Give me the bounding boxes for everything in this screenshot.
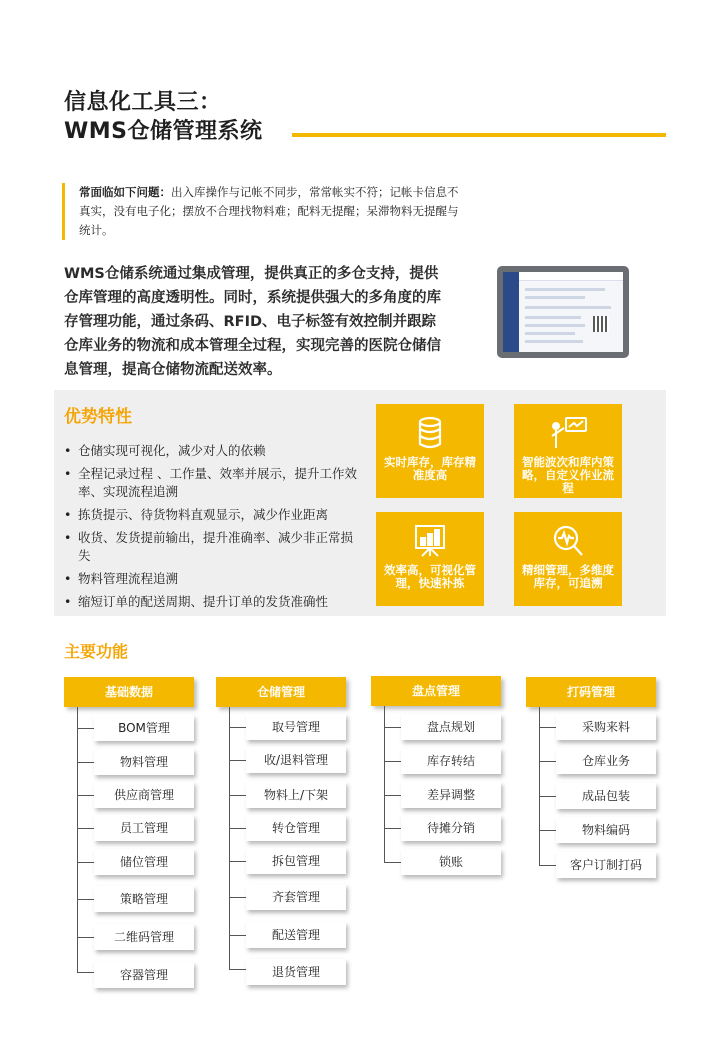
function-item: 策略管理 [94,886,194,912]
connector [77,707,78,972]
advantage-item: • 收货、发货提前输出，提升准确率、减少非正常损失 [62,529,362,565]
function-item: 员工管理 [94,815,194,841]
card-label: 效率高，可视化管理，快速补拣 [384,563,476,590]
function-item: 待摊分销 [401,815,501,841]
column-head-inventory: 盘点管理 [371,676,501,706]
advantages-list [62,442,362,616]
function-item: 拆包管理 [246,848,346,874]
advantage-item: • 全程记录过程 、工作量、效率并展示，提升工作效率、实现流程追溯 [62,465,362,501]
issue-text: 出入库操作与记帐不同步，常常帐实不符；记帐卡信息不真实，没有电子化；摆放不合理找物料难；配料无提醒；呆滞物料无提醒与统计。 [79,185,459,237]
function-item: 差异调整 [401,782,501,808]
function-item: 仓库业务 [556,748,656,774]
presentation-icon [514,416,622,450]
chart-board-icon [376,524,484,558]
title-underline [292,133,666,137]
function-item: 储位管理 [94,849,194,875]
function-item: 锁账 [401,849,501,875]
function-item: 容器管理 [94,962,194,988]
issue-note [62,183,459,240]
function-item: 物料编码 [556,817,656,843]
connector [539,707,540,865]
column-head-basic-data: 基础数据 [64,677,194,707]
feature-card-wave-strategy [514,404,622,498]
function-item: 齐套管理 [246,884,346,910]
function-item: 二维码管理 [94,924,194,950]
functions-title: 主要功能 [64,642,129,661]
magnifier-pulse-icon [514,524,622,558]
function-item: BOM管理 [94,715,194,741]
card-label: 精细管理，多维度库存，可追溯 [522,563,614,590]
function-item: 取号管理 [246,714,346,740]
column-head-coding: 打码管理 [526,677,656,707]
title-line-1: 信息化工具三： [64,90,222,115]
advantages-title: 优势特性 [64,407,132,427]
title-line-2: WMS仓储管理系统 [64,119,263,144]
function-item: 物料管理 [94,749,194,775]
feature-card-realtime-stock [376,404,484,498]
function-item: 盘点规划 [401,714,501,740]
function-item: 客户订制打码 [556,852,656,878]
function-item: 库存转结 [401,748,501,774]
feature-card-efficiency [376,512,484,606]
feature-card-fine-management [514,512,622,606]
advantage-item: • 拣货提示、待货物料直观显示，减少作业距离 [62,506,362,524]
function-item: 物料上/下架 [246,782,346,808]
issue-label: 常面临如下问题： [79,185,171,199]
function-item: 转仓管理 [246,815,346,841]
advantage-item: • 物料管理流程追溯 [62,570,362,588]
function-item: 供应商管理 [94,782,194,808]
function-item: 成品包装 [556,783,656,809]
advantage-item: • 仓储实现可视化，减少对人的依赖 [62,442,362,460]
function-item: 采购来料 [556,714,656,740]
function-item: 配送管理 [246,922,346,948]
database-icon [376,416,484,450]
card-label: 智能波次和库内策略，自定义作业流程 [522,455,614,495]
connector [229,707,230,969]
function-item: 退货管理 [246,959,346,985]
monitor-illustration [497,266,629,358]
connector [384,706,385,862]
column-head-storage: 仓储管理 [216,677,346,707]
page-title [64,88,263,146]
function-item: 收/退料管理 [246,747,346,773]
card-label: 实时库存，库存精准度高 [384,455,476,482]
intro-paragraph: WMS仓储系统通过集成管理，提供真正的多仓支持，提供仓库管理的高度透明性。同时，系统提供强大的多角度的库存管理功能，通过条码、RFID、电子标签有效控制并跟踪仓库业务的物流和成本管理全过程，实现完善的医院仓储信息管理，提高仓储物流配送效率。 [64,266,441,378]
advantage-item: • 缩短订单的配送周期、提升订单的发货准确性 [62,593,362,611]
